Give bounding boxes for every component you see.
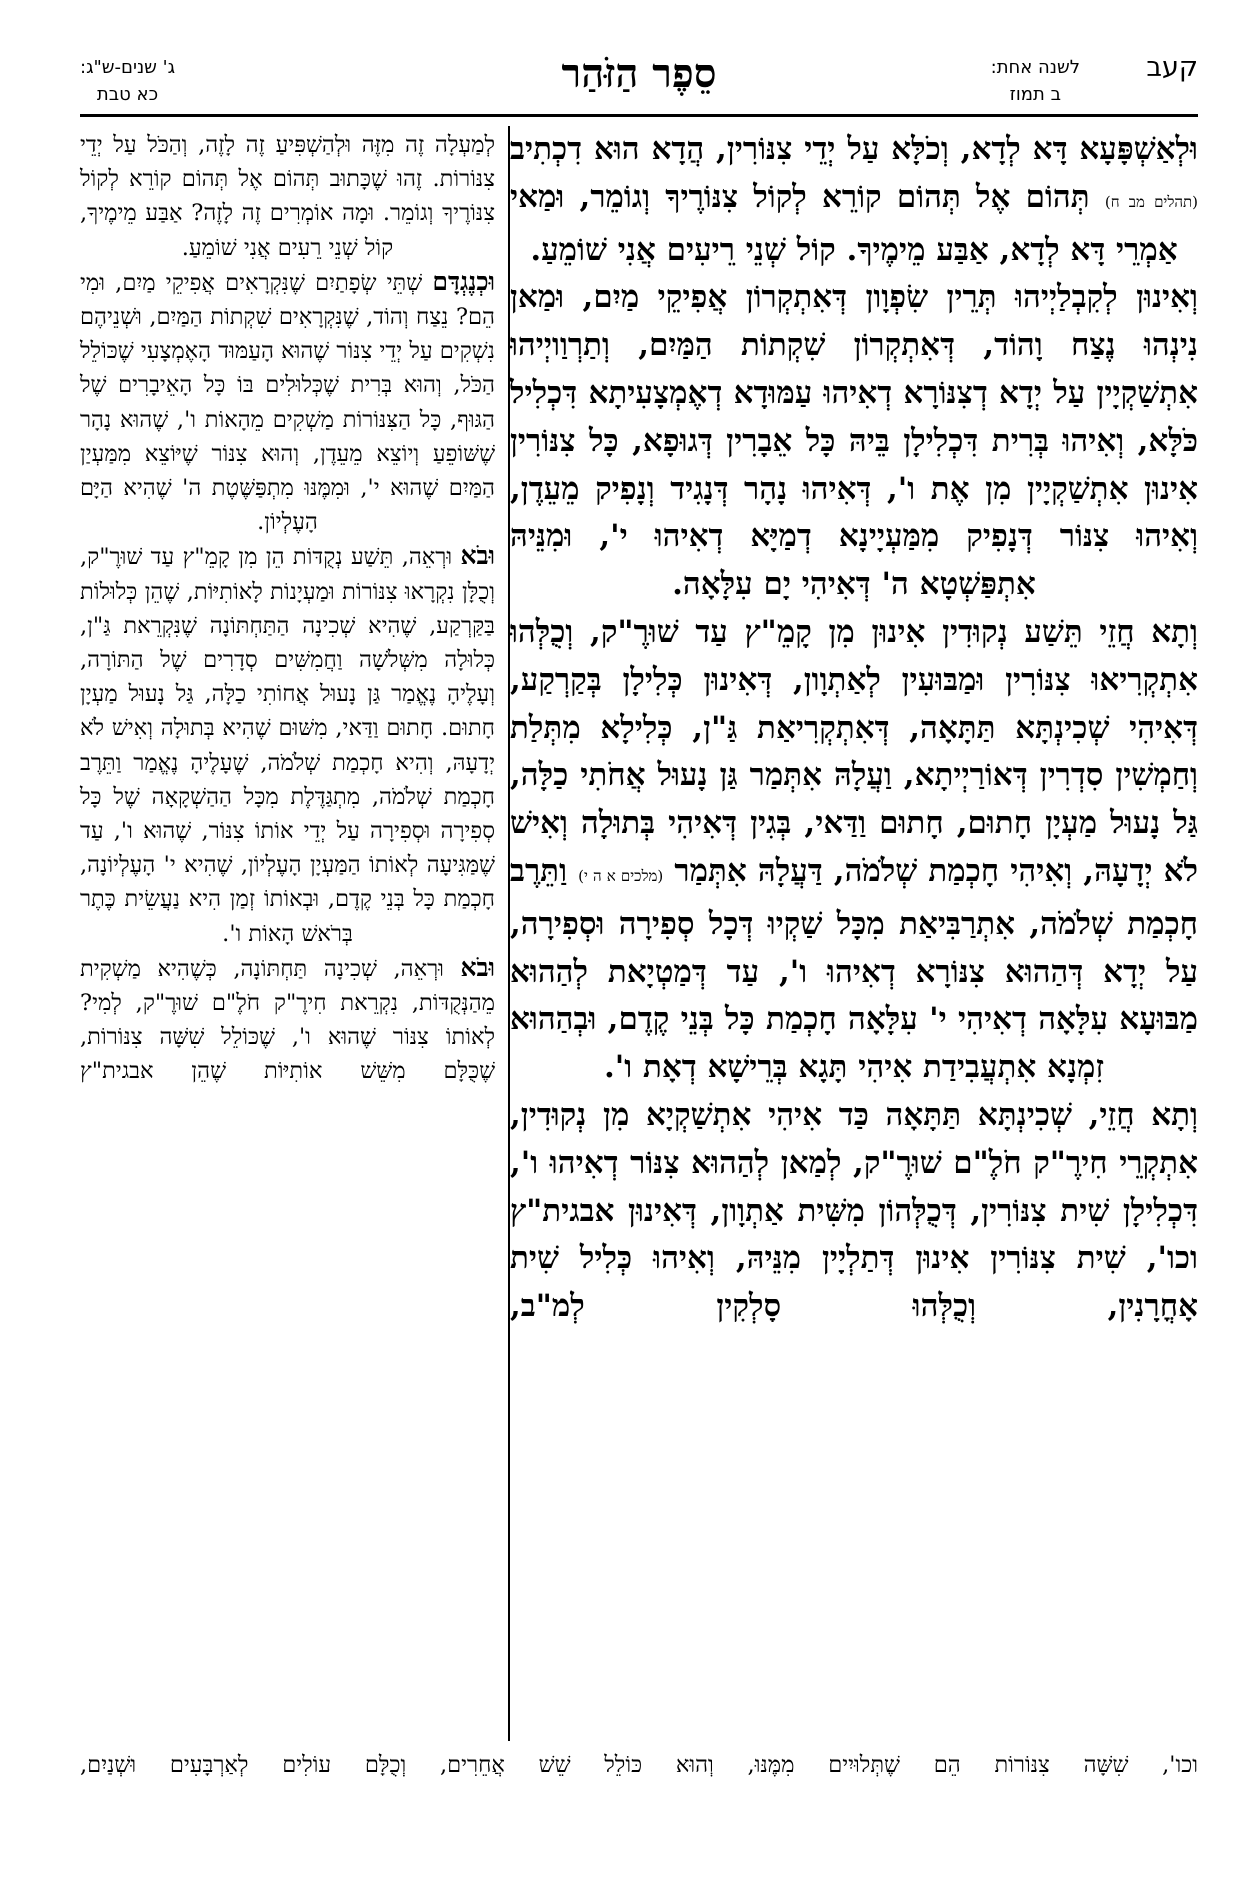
paragraph-lead-word: וּבֹא bbox=[460, 952, 495, 982]
verse-reference: (מלכים א ה י) bbox=[578, 866, 664, 885]
main-paragraph bbox=[510, 609, 1198, 1092]
main-text-segment: וַתֵּרֶב חָכְמַת שְׁלֹמֹה, אִתְרַבִּיאַת מִכָּל שַׁקְיוּ דְּכָל סְפִירָה וּסְפִירָה, עַל יְדָא דְּהַהוּא צִנּוֹרָא דְאִיהוּ ו', עַד דְּמַטְיָאת לְהַהוּא מַבּוּעָא עִלָּאָה דְאִיהִי י' עִלָּאָה חָכְמַת כָּל בְּנֵי קֶדֶם, וּבְהַהוּא זִמְנָא אִתְעֲבִידַת אִיהִי תָּגָא בְּרֵישָׁא דְאָת ו'. bbox=[510, 852, 1198, 1086]
main-paragraph bbox=[510, 126, 1198, 274]
paragraph-lead-word: וּכְנֶגְדָּם bbox=[432, 266, 495, 296]
main-text-segment: וּלְאַשְׁפָּעָא דָּא לְדָא, וְכֹלָּא עַל יְדֵי צִנּוֹרִין, הֲדָא הוּא דִכְתִיב bbox=[510, 131, 1198, 167]
main-text-segment: תְּהוֹם אֶל תְּהוֹם קוֹרֵא לְקוֹל צִנּוֹרֶיךָ וְגוֹמֵר, וּמַאי אַמְרֵי דָּא לְדָא, אַבַּע מֵימֶיךָ. קוֹל שְׁנֵי רֵיעִים אֲנִי שׁוֹמֵעַ. bbox=[510, 178, 1178, 268]
main-paragraph: וְתָא חֲזֵי, שְׁכִינְתָּא תַּתָּאָה כַּד אִיהִי אִתְשַׁקְיָא מִן נְקוּדִין, אִתְקְרֵי חִירֶ"ק חֹלֶ"ם שׁוּרֶ"ק, לְמַאן לְהַהוּא צִנּוֹר דְאִיהוּ ו', דִּכְלִילָן שִׁית צִנּוֹרִין, דְּכֻלְּהוֹן מִשִּׁית אַתְוָון, דְּאִינוּן אבגית"ץ וכו', שִׁית צִנּוֹרִין אִינוּן דְּתַלְיָין מִנֵּיהּ, וְאִיהוּ כְּלִיל שִׁית אָחֳרָנִין, וְכֻלְּהוּ סָלְקִין לְמ"ב, bbox=[510, 1096, 1198, 1325]
translation-paragraph bbox=[80, 265, 495, 540]
main-text-column bbox=[510, 126, 1198, 1331]
translation-paragraph bbox=[80, 539, 495, 950]
translation-text: וּרְאֵה, שְׁכִינָה תַּחְתּוֹנָה, כְּשֶׁהִיא מַשְׁקִית מֵהַנְּקֻדּוֹת, נִקְרֵאת חִירֶ"ק חֹלֶ"ם שׁוּרֶ"ק, לְמִי? לְאוֹתוֹ צִנּוֹר שֶׁהוּא ו', שֶׁכּוֹלֵל שִׁשָּׁה צִנּוֹרוֹת, שֶׁכֻּלָּם מִשֵּׁשׁ אוֹתִיּוֹת שֶׁהֵן אבגית"ץ bbox=[80, 955, 495, 1085]
translation-paragraph bbox=[80, 951, 495, 1089]
translation-text: וּרְאֵה, תֵּשַׁע נְקֻדּוֹת הֵן מִן קָמֵ"ץ עַד שׁוּרֶ"ק, וְכֻלָּן נִקְרָאוּ צִנּוֹרוֹת וּמַעְיָנוֹת לָאוֹתִיּוֹת, שֶׁהֵן כְּלוּלוֹת בַּקַּרְקַע, שֶׁהִיא שְׁכִינָה הַתַּחְתּוֹנָה שֶׁנִּקְרֵאת גַּ"ן, כְּלוּלָה מִשְּׁלֹשָׁה וַחֲמִשִּׁים סְדָרִים שֶׁל הַתּוֹרָה, וְעָלֶיהָ נֶאֱמַר גַּן נָעוּל אֲחוֹתִי כַלָּה, גַּל נָעוּל מַעְיָן חָתוּם. חָתוּם וַדַּאי, מִשּׁוּם שֶׁהִיא בְּתוּלָה וְאִישׁ לֹא יְדָעָהּ, וְהִיא חָכְמַת שְׁלֹמֹה, שֶׁעָלֶיהָ נֶאֱמַר וַתֵּרֶב חָכְמַת שְׁלֹמֹה, מִתְגַּדֶּלֶת מִכָּל הַהַשְׁקָאָה שֶׁל כָּל סְפִירָה וּסְפִירָה עַל יְדֵי אוֹתוֹ צִנּוֹר, שֶׁהוּא ו', עַד שֶׁמַּגִּיעָה לְאוֹתוֹ הַמַּעְיָן הָעֶלְיוֹן, שֶׁהִיא י' הָעֶלְיוֹנָה, חָכְמַת כָּל בְּנֵי קֶדֶם, וּבְאוֹתוֹ זְמַן הִיא נַעֲשֵׂית כֶּתֶר בְּרֹאשׁ הָאוֹת ו'. bbox=[80, 544, 495, 947]
main-paragraph: וְאִינוּן לְקִבְלַיְיהוּ תְּרֵין שִׂפְוָון דְּאִתְקְרוֹן אֲפִיקֵי מַיִם, וּמַאן נִינְהוּ נֶצַח וָהוֹד, דְּאִתְקְרוֹן שִׁקְתוֹת הַמַּיִם, וְתַרְוַויְיהוּ אִתְשַׁקְיָין עַל יְדָא דְצִנּוֹרָא דְאִיהוּ עַמּוּדָא דְאֶמְצָעִיתָא דִּכְלִיל כֹּלָּא, וְאִיהוּ בְּרִית דִּכְלִילָן בֵּיהּ כָּל אֵבָרִין דְּגוּפָא, כָּל צִנּוֹרִין אִינוּן אִתְשַׁקְיָין מִן אֶת ו', דְּאִיהוּ נָהָר דְּנָגִיד וְנָפִיק מֵעֵדֶן, וְאִיהוּ צִנּוֹר דְּנָפִיק מִמַּעְיָינָא דְמַיָּא דְאִיהוּ י', וּמִנֵּיהּ אִתְפַּשְׁטָא ה' דְּאִיהִי יָם עִלָּאָה. bbox=[510, 279, 1198, 603]
paragraph-lead-word: וּבֹא bbox=[460, 541, 495, 571]
column-divider bbox=[508, 126, 510, 1741]
header-divider bbox=[80, 114, 1198, 117]
translation-continuation: וכו', שִׁשָּׁה צִנּוֹרוֹת הֵם שֶׁתְּלוּיִים מִמֶּנּוּ, וְהוּא כּוֹלֵל שֵׁשׁ אֲחֵרִים, וְכֻלָּם עוֹלִים לְאַרְבָּעִים וּשְׁנַיִם, bbox=[80, 1752, 1198, 1778]
cycle-schedule bbox=[80, 54, 175, 108]
verse-reference: (תהלים מב ח) bbox=[1104, 192, 1199, 211]
cycle-label: ג' שנים-ש"ג: bbox=[80, 57, 176, 78]
page-header bbox=[80, 48, 1198, 120]
translation-text: שְׁתֵּי שְׂפָתַיִם שֶׁנִּקְרָאִים אֲפִיקֵי מַיִם, וּמִי הֵם? נֵצַח וְהוֹד, שֶׁנִּקְרָאִים שִׁקְתוֹת הַמַּיִם, וּשְׁנֵיהֶם נִשְׁקִים עַל יְדֵי צִנּוֹר שֶׁהוּא הָעַמּוּד הָאֶמְצָעִי שֶׁכּוֹלֵל הַכֹּל, וְהוּא בְּרִית שֶׁכְּלוּלִים בּוֹ כָּל הָאֵיבָרִים שֶׁל הַגּוּף, כָּל הַצִּנּוֹרוֹת מַשְׁקִים מֵהָאוֹת ו', שֶׁהוּא נָהָר שֶׁשּׁוֹפֵעַ וְיוֹצֵא מֵעֵדֶן, וְהוּא צִנּוֹר שֶׁיּוֹצֵא מִמַּעְיַן הַמַּיִם שֶׁהוּא י', וּמִמֶּנּוּ מִתְפַּשֶּׁטֶת ה' שֶׁהִיא הַיָּם הָעֶלְיוֹן. bbox=[80, 269, 495, 536]
cycle-date: כא טבת bbox=[96, 84, 159, 105]
daily-schedule-label: לשנה אחת: bbox=[990, 57, 1080, 78]
daily-schedule-date: ב תמוז bbox=[1009, 84, 1061, 105]
book-title: סֵפֶר הַזֹּהַר bbox=[561, 50, 717, 97]
leaf-number: קעב bbox=[1146, 52, 1198, 83]
translation-column bbox=[80, 128, 495, 1089]
main-text-segment: וְתָא חֲזֵי תֵּשַׁע נְקוּדִין אִינוּן מִן קָמֵ"ץ עַד שׁוּרֶ"ק, וְכֻלְּהוּ אִתְקְרִיאוּ צִנּוֹרִין וּמַבּוּעִין לְאַתְוָון, דְּאִינוּן כְּלִילָן בְּקַרְקַע, דְּאִיהִי שְׁכִינְתָּא תַּתָּאָה, דְּאִתְקְרִיאַת גַּ"ן, כְּלִילָא מִתְּלַת וְחַמְשִׁין סִדְרִין דְּאוֹרַיְיתָא, וַעֲלָהּ אִתְּמַר גַּן נָעוּל אֲחֹתִי כַלָּה, גַּל נָעוּל מַעְיָן חָתוּם, חָתוּם וַדַּאי, בְּגִין דְּאִיהִי בְּתוּלָה וְאִישׁ לֹא יְדָעָהּ, וְאִיהִי חָכְמַת שְׁלֹמֹה, דַּעֲלָהּ אִתְּמַר bbox=[510, 613, 1199, 889]
translation-paragraph: לְמַעְלָה זֶה מִזֶּה וּלְהַשְׁפִּיעַ זֶה לָזֶה, וְהַכֹּל עַל יְדֵי צִנּוֹרוֹת. זֶהוּ שֶׁכָּתוּב תְּהוֹם אֶל תְּהוֹם קוֹרֵא לְקוֹל צִנּוֹרֶיךָ וְגוֹמֵר. וּמָה אוֹמְרִים זֶה לָזֶה? אַבַּע מֵימֶיךָ, קוֹל שְׁנֵי רֵעִים אֲנִי שׁוֹמֵעַ. bbox=[80, 132, 495, 261]
